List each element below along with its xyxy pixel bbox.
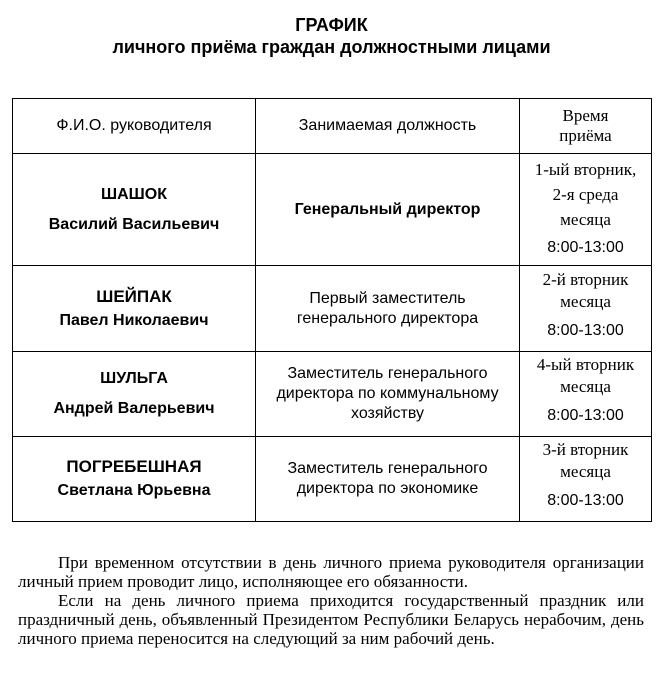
position-line: директора по коммунальному (276, 385, 499, 402)
table-row (13, 437, 652, 522)
time-line: 3-й вторник (542, 440, 629, 459)
column-header-time (520, 99, 652, 154)
schedule-table (12, 98, 652, 522)
official-position-cell (256, 266, 520, 352)
official-given-names: Василий Васильевич (48, 215, 220, 233)
reception-time-cell (520, 437, 652, 522)
time-header-line-2: приёма (559, 126, 612, 145)
time-line: месяца (560, 377, 611, 396)
time-header-line-1: Время (562, 106, 609, 125)
table-row (13, 154, 652, 266)
time-line: месяца (560, 209, 611, 229)
position-line: Заместитель генерального (287, 460, 488, 477)
official-name-cell (13, 437, 256, 522)
reception-time-cell (520, 352, 652, 437)
reception-hours: 8:00-13:00 (547, 492, 624, 509)
time-line: месяца (560, 291, 611, 311)
reception-time-cell (520, 266, 652, 352)
position-line: Первый заместитель (309, 289, 466, 307)
official-given-names: Андрей Валерьевич (53, 400, 215, 417)
column-header-position: Занимаемая должность (256, 99, 520, 154)
official-surname: ПОГРЕБЕШНАЯ (66, 457, 202, 476)
column-header-name: Ф.И.О. руководителя (13, 99, 256, 154)
official-position-cell (256, 437, 520, 522)
time-line: месяца (560, 462, 611, 481)
time-line: 2-я среда (552, 184, 619, 204)
official-surname: ШАШОК (101, 185, 167, 203)
time-line: 1-ый вторник, (534, 159, 637, 179)
title-line-2: личного приёма граждан должностными лицами (112, 37, 551, 57)
title-line-1: ГРАФИК (295, 15, 368, 35)
position-line: директора по экономике (296, 480, 479, 497)
reception-hours: 8:00-13:00 (547, 238, 624, 256)
official-given-names: Павел Николаевич (59, 311, 209, 329)
official-name-cell (13, 154, 256, 266)
position-line: хозяйству (351, 405, 424, 422)
time-line: 2-й вторник (542, 269, 629, 289)
note-paragraph-absence: При временном отсутствии в день личного приема руководителя организации личный прием проводит лицо, исполняющее его обязанности. (18, 553, 644, 591)
reception-hours: 8:00-13:00 (547, 407, 624, 424)
note-paragraph-holiday: Если на день личного приема приходится государственный праздник или праздничный день, объявленный Президентом Республики Беларусь нерабочим, день личного приема переносится на следующий за ним рабочий день. (18, 591, 644, 648)
official-surname: ШУЛЬГА (100, 370, 168, 387)
official-name-cell (13, 266, 256, 352)
official-surname: ШЕЙПАК (96, 286, 172, 306)
official-name-cell (13, 352, 256, 437)
reception-hours: 8:00-13:00 (547, 321, 624, 339)
position-line: Генеральный директор (294, 200, 481, 218)
official-position-cell (256, 154, 520, 266)
official-position-cell (256, 352, 520, 437)
table-row (13, 266, 652, 352)
notes-section (18, 553, 644, 648)
official-given-names: Светлана Юрьевна (57, 482, 211, 499)
position-line: Заместитель генерального (287, 365, 488, 382)
reception-time-cell (520, 154, 652, 266)
table-row (13, 352, 652, 437)
page-title (0, 14, 663, 58)
position-line: генерального директора (296, 309, 479, 327)
table-header-row (13, 99, 652, 154)
time-line: 4-ый вторник (536, 355, 635, 374)
